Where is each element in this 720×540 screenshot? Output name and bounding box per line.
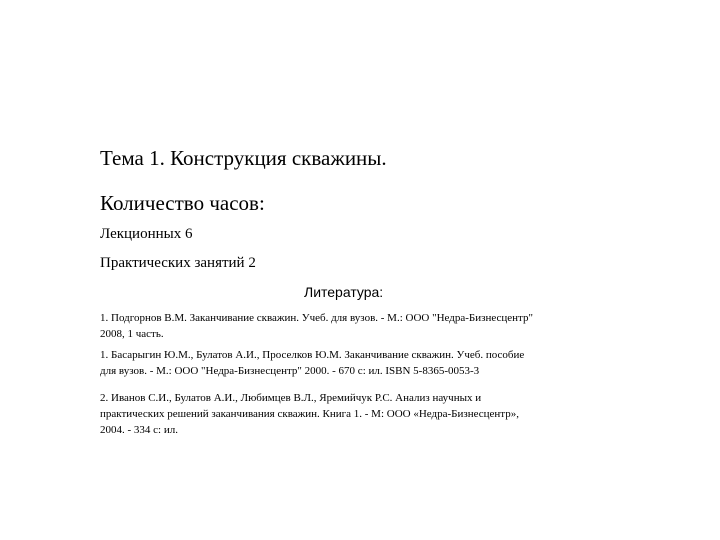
reference-line: 2. Иванов С.И., Булатов А.И., Любимцев В.Л., Яремийчук Р.С. Анализ научных и: [100, 392, 482, 404]
lecture-hours: Лекционных 6: [100, 226, 193, 242]
slide-title: Тема 1. Конструкция скважины.: [100, 146, 387, 170]
reference-item: [100, 310, 605, 342]
reference-line: практических решений заканчивания скважин. Книга 1. - М: ООО «Недра-Бизнесцентр»,: [100, 408, 519, 420]
reference-item: [100, 390, 605, 438]
practice-hours: Практических занятий 2: [100, 255, 256, 271]
hours-label: Количество часов:: [100, 191, 265, 215]
reference-line: 1. Подгорнов В.М. Заканчивание скважин. Учеб. для вузов. - М.: ООО "Недра-Бизнесцентр": [100, 312, 533, 324]
reference-line: 2004. - 334 с: ил.: [100, 424, 178, 436]
reference-line: 1. Басарыгин Ю.М., Булатов А.И., Проселков Ю.М. Заканчивание скважин. Учеб. пособие: [100, 349, 525, 361]
reference-item: [100, 347, 605, 379]
reference-line: для вузов. - М.: ООО "Недра-Бизнесцентр" 2000. - 670 с: ил. ISBN 5-8365-0053-3: [100, 365, 480, 377]
reference-line: 2008, 1 часть.: [100, 328, 164, 340]
literature-heading: Литература:: [304, 284, 384, 300]
